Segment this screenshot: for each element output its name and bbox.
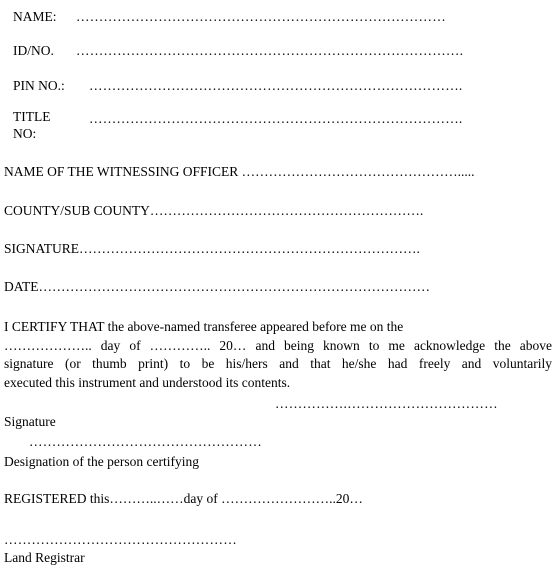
registrar-signature-line[interactable]: ……………………………………………: [4, 532, 237, 547]
designation-line[interactable]: ……………………………………………: [29, 434, 262, 449]
id-no-label: ID/NO.: [13, 43, 54, 58]
designation-label: Designation of the person certifying: [4, 454, 199, 469]
county-field[interactable]: COUNTY/SUB COUNTY…………………………………………………….: [4, 203, 424, 218]
certify-line-2: ……………….. day of ………….. 20… and being known to me acknowledge the above: [4, 337, 552, 353]
pin-no-field-line[interactable]: ……………………………………………………………………….: [89, 78, 463, 93]
title-no-field-line[interactable]: ……………………………………………………………………….: [89, 111, 463, 126]
certifier-signature-line[interactable]: …………….……………………………: [275, 396, 498, 411]
title-no-label: NO:: [13, 126, 37, 141]
certify-line-1: I CERTIFY THAT the above-named transferee appeared before me on the: [4, 319, 404, 334]
signature-field[interactable]: SIGNATURE………………………………………………………………….: [4, 241, 420, 256]
land-registrar-label: Land Registrar: [4, 550, 85, 565]
pin-no-label: PIN NO.:: [13, 78, 65, 93]
registered-field[interactable]: REGISTERED this………..……day of ……………………..20…: [4, 491, 363, 506]
name-field-line[interactable]: ………………………………………………………………………: [76, 9, 446, 24]
signature-label: Signature: [4, 414, 56, 429]
certify-line-3: signature (or thumb print) to be his/hers and that he/she had freely and voluntarily: [4, 356, 552, 371]
title-label: TITLE: [13, 109, 51, 124]
name-label: NAME:: [13, 9, 57, 24]
id-no-field-line[interactable]: ………………………………………………………………………….: [76, 43, 464, 58]
date-field[interactable]: DATE……………………………………………………………………………: [4, 279, 430, 294]
witnessing-officer-field[interactable]: NAME OF THE WITNESSING OFFICER ………………………………………….....: [4, 164, 475, 179]
certification-paragraph: [4, 318, 552, 392]
certify-line-4: executed this instrument and understood its contents.: [4, 374, 291, 390]
